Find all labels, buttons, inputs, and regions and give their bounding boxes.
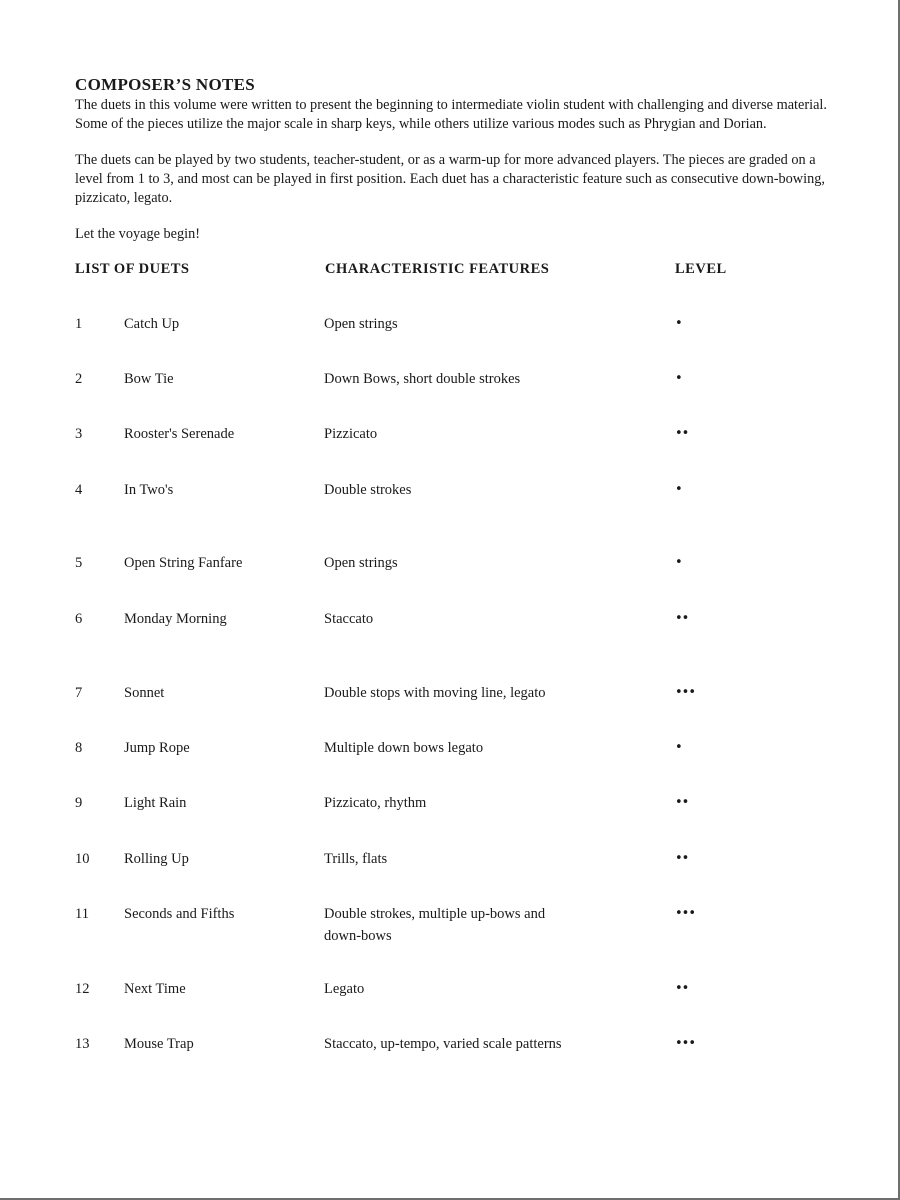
duet-title: Sonnet [124,685,165,701]
duet-number: 8 [75,740,83,756]
duet-feature: Pizzicato, rhythm [324,795,427,811]
duet-feature: Legato [324,981,365,997]
duet-feature: Staccato [324,611,374,627]
duet-title: Next Time [124,981,186,997]
duet-feature: Pizzicato [324,426,378,442]
page-heading: COMPOSER’S NOTES [75,75,256,94]
duet-feature: Staccato, up-tempo, varied scale patterns [324,1036,562,1052]
duet-level: ••• [675,685,696,700]
intro-paragraph-2: The duets can be played by two students, teacher-student, or as a warm-up for more advanced players. The pieces are graded on a level from 1 to 3, and most can be played in first position. Each duet has a characteristic feature such as consecutive down-bowing, pizzicato, legato. [75,152,825,206]
duet-number: 2 [75,371,83,387]
duet-title: Rolling Up [124,851,189,867]
duet-title: Monday Morning [124,611,227,627]
duet-level: •• [675,981,689,996]
duet-number: 9 [75,795,83,811]
duet-title: Light Rain [124,795,187,811]
duet-list-header [75,261,845,281]
duet-title: Seconds and Fifths [124,906,235,922]
composers-notes-section [75,74,845,281]
duet-level: ••• [675,906,696,921]
duet-level: ••• [675,1036,696,1051]
duet-level: • [675,555,682,570]
duet-number: 4 [75,482,83,498]
column-header-features: CHARACTERISTIC FEATURES [325,261,550,277]
duet-number: 7 [75,685,83,701]
duet-level: •• [675,851,689,866]
duet-level: •• [675,795,689,810]
duet-number: 1 [75,316,83,332]
duet-number: 3 [75,426,83,442]
duet-level: •• [675,611,689,626]
column-header-list: LIST OF DUETS [75,261,190,277]
intro-paragraph-3: Let the voyage begin! [75,226,201,242]
duet-feature: Double stops with moving line, legato [324,685,546,701]
duet-number: 5 [75,555,83,571]
duet-number: 13 [75,1036,90,1052]
duet-number: 10 [75,851,90,867]
duet-level: • [675,316,682,331]
duet-level: •• [675,426,689,441]
column-header-level: LEVEL [675,261,727,277]
duet-title: Mouse Trap [124,1036,194,1052]
duet-level: • [675,740,682,755]
duet-feature: Double strokes, multiple up-bows and down-bows [324,906,546,944]
duet-feature: Open strings [324,316,398,332]
duet-title: Open String Fanfare [124,555,243,571]
duet-number: 6 [75,611,83,627]
duet-title: In Two's [124,482,174,498]
duet-title: Catch Up [124,316,180,332]
duet-number: 11 [75,906,89,922]
intro-paragraph-1: The duets in this volume were written to present the beginning to intermediate violin student with challenging and diverse material. Some of the pieces utilize the major scale in sharp keys, while others utilize various modes such as Phrygian and Dorian. [75,97,827,132]
duet-title: Rooster's Serenade [124,426,235,442]
duet-feature: Open strings [324,555,398,571]
duet-feature: Multiple down bows legato [324,740,484,756]
duet-number: 12 [75,981,90,997]
duet-level: • [675,371,682,386]
duet-level: • [675,482,682,497]
duet-feature: Trills, flats [324,851,388,867]
duet-title: Bow Tie [124,371,174,387]
duet-feature: Double strokes [324,482,412,498]
duet-feature: Down Bows, short double strokes [324,371,521,387]
duet-title: Jump Rope [124,740,190,756]
